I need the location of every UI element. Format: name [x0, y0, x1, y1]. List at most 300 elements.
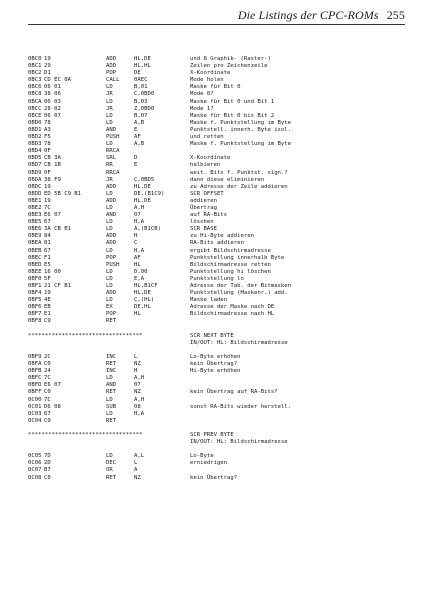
mnemonic: RET [106, 318, 117, 325]
listing-row [28, 354, 409, 361]
operand: DE [134, 70, 141, 77]
listing-row [28, 170, 409, 177]
opcode-bytes: 06 03 [44, 98, 61, 105]
operand: B,03 [134, 98, 148, 105]
operand: E [134, 126, 138, 133]
address: 0BEE [28, 268, 42, 275]
comment [190, 411, 409, 418]
address: 0BF4 [28, 290, 42, 297]
comment: Adresse der Tab. der Bitmasken [190, 283, 292, 289]
comment: addieren [190, 197, 217, 204]
opcode-bytes: 2D [44, 460, 51, 467]
listing-row [28, 198, 409, 205]
comment: und retten [190, 134, 224, 141]
comment [190, 148, 409, 155]
comment: zu Adresse der Zeile addieren [190, 183, 288, 190]
mnemonic: JR [106, 176, 113, 183]
listing-row [28, 240, 409, 247]
listing-row [28, 63, 409, 70]
listing-row [28, 120, 409, 127]
listing-row [28, 219, 409, 226]
mnemonic: LD [106, 453, 113, 460]
section-spacer [28, 326, 409, 333]
opcode-bytes: 28 02 [44, 105, 61, 112]
comment [190, 375, 409, 382]
page-header [40, 8, 405, 23]
listing-row [28, 318, 409, 325]
listing-row [28, 255, 409, 262]
comment: halbieren [190, 162, 221, 169]
operand: D [134, 155, 138, 162]
opcode-bytes: 0F [44, 169, 51, 176]
comment: erniedrigen [190, 460, 228, 467]
comment: Bildschirmadresse retten [190, 261, 271, 268]
opcode-bytes: 19 [44, 183, 51, 190]
address: 0BC0 [28, 56, 42, 62]
mnemonic: LD [106, 84, 113, 91]
listing-row [28, 148, 409, 155]
listing-row [28, 361, 409, 368]
opcode-bytes: E6 07 [44, 212, 61, 219]
opcode-bytes: CD EC 0A [44, 77, 71, 84]
listing-row [28, 205, 409, 212]
mnemonic: LD [106, 247, 113, 254]
comment [190, 397, 409, 404]
opcode-bytes: E1 [44, 311, 51, 318]
opcode-bytes: 7C [44, 204, 51, 211]
comment: Zeilen pro Zeichenzeile [190, 63, 268, 70]
mnemonic: ADD [106, 240, 117, 247]
opcode-bytes: ED 5B C9 B1 [44, 190, 82, 197]
operand: HL,HL [134, 63, 151, 70]
listing-row [28, 375, 409, 382]
mnemonic: ADD [106, 183, 117, 190]
opcode-bytes: 4E [44, 297, 51, 304]
comment: Maske f. Punktstellung im Byte [190, 141, 292, 148]
listing-row [28, 184, 409, 191]
address: 0BE2 [28, 204, 42, 211]
comment: Mode 1? [190, 105, 214, 112]
opcode-bytes: EB [44, 304, 51, 311]
listing-row [28, 276, 409, 283]
listing-row [28, 269, 409, 276]
opcode-bytes: 78 [44, 119, 51, 126]
operand: A,B [134, 119, 145, 126]
section-spacer [28, 425, 409, 432]
address: 0BF0 [28, 275, 42, 282]
comment [190, 318, 409, 325]
mnemonic: LD [106, 268, 113, 275]
listing-row [28, 311, 409, 318]
opcode-bytes: 06 07 [44, 112, 61, 119]
opcode-bytes: 78 [44, 141, 51, 148]
comment: Punktstellung hi löschen [190, 268, 271, 275]
mnemonic: LD [106, 204, 113, 211]
operand: 07 [134, 382, 141, 389]
mnemonic: INC [106, 353, 117, 360]
opcode-bytes: F5 [44, 134, 51, 141]
routine-io: IN/OUT: HL: Bildschirmadresse [190, 439, 288, 446]
opcode-bytes: D6 08 [44, 403, 61, 410]
operand: NZ [134, 361, 141, 368]
comment: weit. Bits f. Punktst. sign.? [190, 169, 288, 176]
comment [190, 467, 409, 474]
opcode-bytes: C0 [44, 474, 51, 481]
mnemonic: RET [106, 474, 117, 481]
address: 0C01 [28, 403, 42, 410]
mnemonic: ADD [106, 63, 117, 70]
opcode-bytes: A3 [44, 126, 51, 133]
address: 0C08 [28, 474, 42, 481]
address: 0BE9 [28, 233, 42, 240]
mnemonic: LD [106, 226, 113, 233]
mnemonic: JR [106, 91, 113, 98]
address: 0BCE [28, 112, 42, 119]
mnemonic: SUB [106, 403, 117, 410]
listing-row [28, 155, 409, 162]
opcode-bytes: F1 [44, 254, 51, 261]
address: 0C04 [28, 417, 42, 424]
mnemonic: EX [106, 304, 113, 311]
comment: ergibt Bildschirmadresse [190, 247, 271, 254]
operand: E,A [134, 275, 145, 282]
operand: HL [134, 311, 141, 318]
address: 0BE6 [28, 226, 42, 233]
listing-row [28, 226, 409, 233]
address: 0C05 [28, 453, 42, 460]
address: 0C06 [28, 460, 42, 467]
listing-row [28, 467, 409, 474]
comment: Maske für Bit 0 [190, 84, 241, 91]
address: 0BC6 [28, 84, 42, 91]
listing-row [28, 404, 409, 411]
mnemonic: DEC [106, 460, 117, 467]
operand: A,H [134, 396, 145, 403]
listing-row [28, 191, 409, 198]
listing-row [28, 127, 409, 134]
address: 0BD0 [28, 119, 42, 126]
address: 0BFC [28, 375, 42, 382]
listing-row [28, 113, 409, 120]
operand: E [134, 162, 138, 169]
comment: auf RA-Bits [190, 212, 228, 219]
operand: AF [134, 254, 141, 261]
operand: HL,DE [134, 183, 151, 190]
operand: AF [134, 134, 141, 141]
operand: A,H [134, 204, 145, 211]
opcode-bytes: 67 [44, 219, 51, 226]
operand: HL [134, 261, 141, 268]
mnemonic: POP [106, 311, 117, 318]
io-indent [28, 340, 190, 347]
address: 0BFB [28, 368, 42, 375]
operand: HL,DE [134, 290, 151, 297]
listing-row [28, 304, 409, 311]
mnemonic: POP [106, 254, 117, 261]
mnemonic: LD [106, 297, 113, 304]
operand: 0AEC [134, 77, 148, 84]
opcode-bytes: 06 01 [44, 84, 61, 91]
operand: DE,HL [134, 304, 151, 311]
listing-row [28, 91, 409, 98]
opcode-bytes: 0F [44, 148, 51, 155]
comment: Maske für Bit 0 bis Bit 2 [190, 112, 275, 119]
opcode-bytes: 2C [44, 353, 51, 360]
operand: Z,0BD0 [134, 105, 155, 112]
operand: H [134, 368, 138, 375]
address: 0BFF [28, 389, 42, 396]
operand: A,H [134, 375, 145, 382]
listing-row [28, 84, 409, 91]
opcode-bytes: 24 [44, 368, 51, 375]
mnemonic: LD [106, 119, 113, 126]
opcode-bytes: 3A CB B1 [44, 226, 71, 233]
address: 0BF5 [28, 297, 42, 304]
mnemonic: JR [106, 105, 113, 112]
operand: NZ [134, 474, 141, 481]
assembly-listing [28, 56, 409, 482]
opcode-bytes: 16 00 [44, 268, 61, 275]
comment: Maske laden [190, 297, 228, 304]
comment: kein Übertrag? [190, 361, 238, 368]
listing-row [28, 283, 409, 290]
listing-row [28, 233, 409, 240]
operand: HL,DE [134, 197, 151, 204]
listing-row [28, 70, 409, 77]
comment: löschen [190, 219, 214, 226]
opcode-bytes: 81 [44, 240, 51, 247]
address: 0BD4 [28, 148, 42, 155]
mnemonic: RRCA [106, 169, 120, 176]
opcode-bytes: 7C [44, 396, 51, 403]
mnemonic: RRCA [106, 148, 120, 155]
operand: HL,B1CF [134, 283, 158, 289]
operand: B,07 [134, 112, 148, 119]
comment [190, 418, 409, 425]
opcode-bytes: 19 [44, 197, 51, 204]
operand: HL,DE [134, 56, 151, 62]
operand: 07 [134, 212, 141, 219]
address: 0BDC [28, 183, 42, 190]
section-spacer [28, 347, 409, 354]
address: 0BF9 [28, 353, 42, 360]
routine-io-line [28, 340, 409, 347]
routine-header [28, 432, 409, 439]
operand [134, 318, 190, 325]
address: 0C00 [28, 396, 42, 403]
comment: dann diese eliminieren [190, 176, 265, 183]
opcode-bytes: 19 [44, 56, 51, 62]
mnemonic: RET [106, 361, 117, 368]
address: 0BF6 [28, 304, 42, 311]
address: 0BD7 [28, 162, 42, 169]
opcode-bytes: 19 [44, 290, 51, 297]
opcode-bytes: C0 [44, 389, 51, 396]
listing-row [28, 418, 409, 425]
opcode-bytes: B7 [44, 467, 51, 474]
address: 0BFD [28, 382, 42, 389]
comment: zu Hi-Byte addieren [190, 233, 254, 240]
mnemonic: LD [106, 283, 113, 289]
mnemonic: RET [106, 389, 117, 396]
operand: A,L [134, 453, 145, 460]
listing-row [28, 475, 409, 482]
separator-stars: ********************************** [28, 431, 143, 438]
listing-row [28, 297, 409, 304]
opcode-bytes: D1 [44, 70, 51, 77]
comment: Bildschirmadresse nach HL [190, 311, 275, 318]
comment: Lo-Byte erhöhen [190, 353, 241, 360]
operand: C,0BD5 [134, 176, 155, 183]
listing-row [28, 56, 409, 63]
address: 0BC8 [28, 91, 42, 98]
address: 0C03 [28, 410, 42, 417]
address: 0BE5 [28, 219, 42, 226]
opcode-bytes: 38 06 [44, 91, 61, 98]
address: 0BDA [28, 176, 42, 183]
listing-row [28, 134, 409, 141]
operand: DE,(B1C9) [134, 190, 165, 197]
routine-header [28, 333, 409, 340]
routine-title: SCR NEXT BYTE [190, 332, 234, 339]
opcode-bytes: E6 07 [44, 382, 61, 389]
listing-row [28, 162, 409, 169]
opcode-bytes: 21 CF B1 [44, 283, 71, 289]
listing-row [28, 248, 409, 255]
section-spacer [28, 446, 409, 453]
listing-row [28, 460, 409, 467]
operand: C,(HL) [134, 297, 155, 304]
address: 0BCA [28, 98, 42, 105]
opcode-bytes: 38 F9 [44, 176, 61, 183]
opcode-bytes: 7C [44, 375, 51, 382]
header-rule [28, 24, 405, 25]
comment: Punktstell. innerh. Byte isol. [190, 126, 292, 133]
mnemonic: SRL [106, 155, 117, 162]
comment: X-Koordinate [190, 70, 231, 77]
mnemonic: RET [106, 417, 117, 424]
listing-row [28, 177, 409, 184]
comment: SCR OFFSET [190, 190, 224, 197]
mnemonic: LD [106, 98, 113, 105]
operand: L [134, 353, 138, 360]
comment: kein Übertrag? [190, 474, 238, 481]
comment: Mode holen [190, 77, 224, 84]
mnemonic: AND [106, 126, 117, 133]
mnemonic: RR [106, 162, 113, 169]
address: 0BF1 [28, 283, 42, 289]
mnemonic: ADD [106, 290, 117, 297]
opcode-bytes: 67 [44, 247, 51, 254]
comment: und 8 Graphik- (Raster-) [190, 56, 271, 62]
mnemonic: ADD [106, 197, 117, 204]
address: 0BED [28, 261, 42, 268]
listing-row [28, 212, 409, 219]
mnemonic: LD [106, 141, 113, 148]
comment: Adresse der Maske nach DE [190, 304, 275, 311]
comment: Mode 0? [190, 91, 214, 98]
comment: kein Übertrag auf RA-Bits? [190, 389, 278, 396]
opcode-bytes: CB 3A [44, 155, 61, 162]
comment: Punktstellung (Maskenr.) add. [190, 290, 288, 297]
operand: C,0BD0 [134, 91, 155, 98]
operand: A,(B1CB) [134, 226, 161, 233]
opcode-bytes: E5 [44, 261, 51, 268]
address: 0BD1 [28, 126, 42, 133]
comment: RA-Bits addieren [190, 240, 244, 247]
mnemonic: LD [106, 112, 113, 119]
address: 0C07 [28, 467, 42, 474]
listing-row [28, 290, 409, 297]
mnemonic: AND [106, 212, 117, 219]
operand: H,A [134, 219, 145, 226]
opcode-bytes: C9 [44, 318, 51, 325]
address: 0BE1 [28, 197, 42, 204]
mnemonic: LD [106, 275, 113, 282]
page-number: 255 [386, 8, 405, 22]
routine-io-line [28, 439, 409, 446]
routine-io: IN/OUT: HL: Bildschirmadresse [190, 339, 288, 346]
listing-row [28, 99, 409, 106]
mnemonic: LD [106, 396, 113, 403]
address: 0BF7 [28, 311, 42, 318]
opcode-bytes: CB 1B [44, 162, 61, 169]
address: 0BD5 [28, 155, 42, 162]
operand [134, 148, 190, 155]
comment: X-Koordinate [190, 155, 231, 162]
opcode-bytes: 84 [44, 233, 51, 240]
mnemonic: ADD [106, 233, 117, 240]
separator-stars: ********************************** [28, 332, 143, 339]
comment: sonst RA-Bits wieder herstell. [190, 403, 292, 410]
comment: Maske f. Punktstellung im Byte [190, 119, 292, 126]
operand: D,00 [134, 268, 148, 275]
listing-row [28, 411, 409, 418]
listing-row [28, 397, 409, 404]
mnemonic: LD [106, 190, 113, 197]
address: 0BF8 [28, 318, 42, 325]
address: 0BD2 [28, 134, 42, 141]
operand: C [134, 240, 138, 247]
opcode-bytes: C9 [44, 417, 51, 424]
operand: NZ [134, 389, 141, 396]
opcode-bytes: 29 [44, 63, 51, 70]
mnemonic: INC [106, 368, 117, 375]
address: 0BCC [28, 105, 42, 112]
comment: Lo-Byte [190, 453, 214, 460]
mnemonic: LD [106, 219, 113, 226]
operand [134, 418, 190, 425]
operand: L [134, 460, 138, 467]
mnemonic: LD [106, 375, 113, 382]
operand: H,A [134, 410, 145, 417]
opcode-bytes: C0 [44, 361, 51, 368]
listing-row [28, 453, 409, 460]
chapter-title: Die Listings der CPC-ROMs [237, 8, 379, 22]
operand: A,B [134, 141, 145, 148]
listing-row [28, 368, 409, 375]
address: 0BEB [28, 247, 42, 254]
comment: Hi-Byte erhöhen [190, 368, 241, 375]
address: 0BD9 [28, 169, 42, 176]
io-indent [28, 439, 190, 446]
routine-title: SCR PREV BYTE [190, 431, 234, 438]
operand: A [134, 467, 138, 474]
address: 0BDD [28, 190, 42, 197]
comment: Punktstellung lo [190, 275, 244, 282]
operand: 08 [134, 403, 141, 410]
address: 0BFA [28, 361, 42, 368]
